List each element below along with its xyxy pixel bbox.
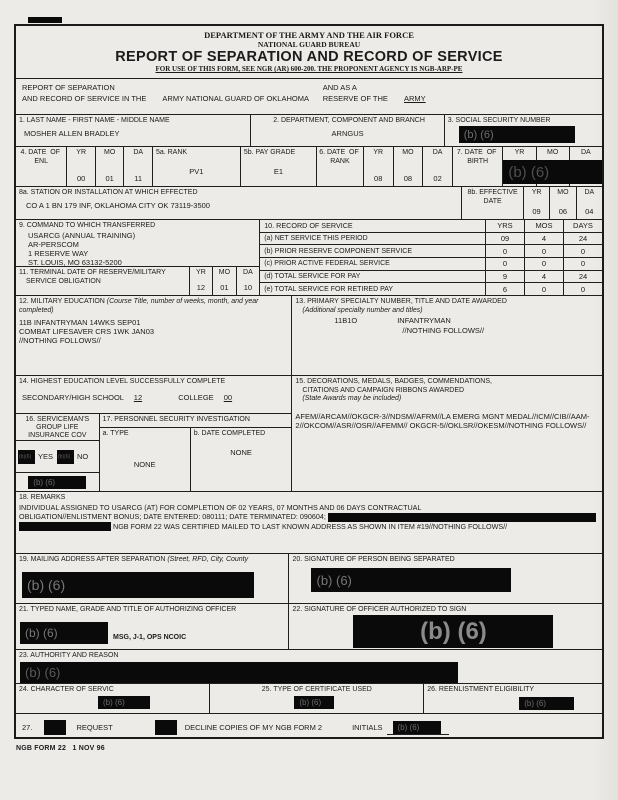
ros-title: 10. RECORD OF SERVICE — [264, 221, 353, 231]
station-label: 8a. STATION OR INSTALLATION AT WHICH EFFECTED — [19, 189, 198, 196]
ros-row-e: (e) TOTAL SERVICE FOR RETIRED PAY 6 0 0 — [260, 282, 602, 295]
birth-yr-col: YR — [514, 149, 525, 156]
rank-label: 5a. RANK — [155, 149, 188, 156]
row-19-20 — [16, 553, 602, 603]
school-label: SECONDARY/HIGH SCHOOL — [22, 392, 124, 402]
birth-mo-col: MO — [536, 147, 569, 186]
form-header — [16, 26, 602, 78]
term-da-col: DA 10 — [236, 267, 260, 295]
birth-da-col: DA — [569, 147, 602, 186]
field-date-of-enl-label — [16, 147, 66, 186]
field-date-of-rank-label — [316, 147, 363, 186]
field-remarks — [16, 491, 602, 553]
intro-right-line2: RESERVE OF THE — [322, 94, 388, 103]
eff-da-col: DA 04 — [576, 187, 602, 219]
form-number-footer — [16, 745, 105, 752]
field-date-of-birth — [502, 147, 602, 186]
date-birth-label: 7. DATE OF BIRTH — [456, 149, 499, 165]
rank-da-col: DA 02 — [422, 147, 452, 186]
field-record-of-service — [259, 220, 602, 295]
psi-date-value: NONE — [230, 448, 252, 457]
field-department — [250, 115, 443, 146]
signature-officer-label: 22. SIGNATURE OF OFFICER AUTHORIZED TO SIGN — [292, 606, 467, 613]
decorations-sublabel: (State Awards may be included) — [302, 395, 402, 402]
field-character-of-service — [16, 684, 209, 713]
scan-artifact-mark — [28, 17, 62, 23]
command-line-4: ST. LOUIS, MO 63132-5200 — [28, 257, 122, 267]
intro-left-line1: REPORT OF SEPARATION — [22, 83, 115, 92]
remarks-label: 18. REMARKS — [19, 494, 66, 501]
ros-col-mos: MOS — [524, 220, 563, 232]
enl-yr-value: 00 — [76, 174, 86, 183]
decorations-value: AFEM//ARCAM//OKGCR-3//NDSM//AFRM//LA EMERG MGNT MEDAL//ICM//CIB//AAM-2//OKCOM//ASR//OSR//AFEMM// OKGCR-5//OKLSR//OKESM//NOTHING FOLLOWS// — [295, 411, 590, 430]
remarks-line-1: INDIVIDUAL ASSIGNED TO USARCG (AT) FOR COMPLETION OF 02 YEARS, 07 MONTHS AND 06 DAYS CONTRACTUAL — [19, 502, 422, 512]
command-line-2: AR-PERSCOM — [28, 239, 79, 249]
initials-line — [387, 721, 449, 735]
enl-da-col: DA 11 — [123, 147, 152, 186]
field-authority-reason — [16, 649, 602, 683]
primary-specialty-sublabel: (Additional specialty number and titles) — [302, 306, 423, 314]
sgli-label-1: 16. SERVICEMAN'S — [25, 416, 90, 423]
row-14-17 — [16, 375, 602, 491]
highest-education-label: 14. HIGHEST EDUCATION LEVEL SUCCESSFULLY COMPLETE — [19, 378, 226, 385]
department-value: ARNGUS — [331, 128, 364, 138]
ros-row-b: (b) PRIOR RESERVE COMPONENT SERVICE 0 0 0 — [260, 244, 602, 257]
specialty-code: 11B1O — [334, 316, 358, 325]
form-number: NGB FORM 22 — [16, 745, 67, 752]
field-military-education — [16, 296, 291, 375]
signature-officer-redaction: (b) (6) — [353, 615, 553, 648]
eff-da-value: 04 — [585, 207, 594, 216]
reserve-branch-value: ARMY — [403, 94, 426, 103]
authority-reason-redaction: (b) (6) — [20, 662, 458, 684]
psi-date — [190, 428, 292, 492]
effective-date-label: 8b. EFFECTIVE DATE — [467, 189, 518, 205]
field-highest-education — [16, 376, 291, 413]
left-9-11 — [16, 220, 259, 295]
enl-da-value: 11 — [134, 174, 143, 183]
field-date-of-enl — [66, 147, 152, 186]
ros-row-c: (c) PRIOR ACTIVE FEDERAL SERVICE 0 0 0 — [260, 257, 602, 270]
ros-header — [260, 220, 602, 232]
row-16-17 — [16, 413, 291, 491]
field-date-of-rank — [363, 147, 452, 186]
field-command-transferred — [16, 220, 259, 266]
sgli-label-3: INSURANCE COV — [28, 432, 87, 439]
term-da-value: 10 — [243, 283, 253, 292]
specialty-line-2: //NOTHING FOLLOWS// — [402, 326, 485, 335]
college-label: COLLEGE — [178, 392, 214, 402]
reenlistment-eligibility-label: 26. REENLISTMENT ELIGIBILITY — [427, 686, 535, 693]
last-name-value: MOSHER ALLEN BRADLEY — [24, 128, 120, 138]
decorations-label-2: CITATIONS AND CAMPAIGN RIBBONS AWARDED — [302, 386, 465, 394]
decorations-label-1: 15. DECORATIONS, MEDALS, BADGES, COMMENDATIONS, — [295, 378, 492, 385]
ssn-redaction: (b) (6) — [459, 126, 575, 143]
field-terminal-date — [16, 266, 259, 295]
field-signature-separated — [288, 554, 602, 603]
command-line-3: 1 RESERVE WAY — [28, 248, 89, 258]
enl-mo-value: 01 — [105, 174, 114, 183]
field-last-name — [16, 115, 250, 146]
military-education-line-2: COMBAT LIFESAVER CRS 1WK JAN03 — [19, 327, 155, 336]
intro-row — [16, 78, 602, 114]
field-certificate-used — [209, 684, 423, 713]
military-education-line-3: //NOTHING FOLLOWS// — [19, 336, 101, 345]
left-14-16-17 — [16, 376, 291, 491]
request-checkbox-redaction — [44, 720, 66, 735]
field-station — [16, 187, 461, 219]
reserve-of — [321, 82, 426, 114]
terminal-date-label-2: SERVICE OBLIGATION — [26, 277, 101, 285]
authorizing-officer-redaction: (b) (6) — [20, 622, 108, 644]
field-copies-request — [16, 713, 602, 741]
signature-separated-label: 20. SIGNATURE OF PERSON BEING SEPARATED — [292, 556, 455, 563]
ros-col-yrs: YRS — [485, 220, 524, 232]
psi-label: 17. PERSONNEL SECURITY INVESTIGATION — [100, 414, 292, 428]
mailing-address-label: 19. MAILING ADDRESS AFTER SEPARATION (Street, RFD, City, County — [19, 556, 249, 563]
command-label: 9. COMMAND TO WHICH TRANSFERRED — [19, 222, 156, 229]
psi-date-label: b. DATE COMPLETED — [193, 429, 266, 437]
specialty-title: INFANTRYMAN — [397, 316, 451, 325]
date-rank-label: 6. DATE OF RANK — [319, 149, 361, 165]
pay-grade-value: E1 — [273, 166, 283, 176]
rank-mo-value: 08 — [403, 174, 413, 183]
psi-type-label: a. TYPE — [102, 429, 129, 437]
term-yr-value: 12 — [196, 283, 206, 292]
field-effective-date-label — [461, 187, 523, 219]
field-security-investigation — [99, 414, 292, 491]
school-value: 12 — [133, 392, 143, 402]
remarks-redaction-2 — [19, 522, 111, 531]
rank-value: PV1 — [189, 166, 204, 176]
intro-left-line2: AND RECORD OF SERVICE IN THE — [22, 94, 147, 103]
field-sgli — [16, 414, 99, 491]
field-reenlistment-eligibility — [423, 684, 602, 713]
bureau-line: NATIONAL GUARD BUREAU — [257, 40, 361, 49]
college-value: 00 — [223, 392, 233, 402]
eff-mo-value: 06 — [558, 207, 568, 216]
character-of-service-label: 24. CHARACTER OF SERVIC — [19, 686, 114, 693]
military-education-label: 12. MILITARY EDUCATION (Course Title, number of weeks, month, and year completed) — [19, 298, 259, 314]
field-authorizing-officer — [16, 604, 288, 649]
eff-yr-col: YR 09 — [524, 187, 549, 219]
rank-mo-col: MO 08 — [393, 147, 423, 186]
form-title: REPORT OF SEPARATION AND RECORD OF SERVICE — [115, 49, 503, 65]
form-edition-date: 1 NOV 96 — [72, 745, 105, 752]
rank-da-value: 02 — [433, 174, 442, 183]
remarks-line-2: OBLIGATION//ENLISTMENT BONUS; DATE ENTERED: 080111; DATE TERMINATED: 090604; — [19, 512, 602, 522]
row-1-2-3 — [16, 114, 602, 146]
field-pay-grade — [240, 147, 316, 186]
last-name-label: 1. LAST NAME - FIRST NAME - MIDDLE NAME — [19, 117, 170, 124]
sgli-options — [16, 440, 99, 472]
field-primary-specialty — [291, 296, 602, 375]
military-education-line-1: 11B INFANTRYMAN 14WKS SEP01 — [19, 318, 141, 327]
initials-redaction: (b) (6) — [393, 721, 441, 734]
request-label: REQUEST — [76, 723, 113, 732]
reenlistment-eligibility-redaction: (b) (6) — [519, 697, 574, 710]
decline-label: DECLINE COPIES OF MY NGB FORM 2 — [184, 723, 323, 732]
field-ssn — [444, 115, 602, 146]
psi-type-value: NONE — [133, 460, 156, 469]
term-mo-col: MO 01 — [212, 267, 236, 295]
date-enl-label: 4. DATE OF ENL — [20, 149, 62, 165]
remarks-redaction-1 — [328, 513, 596, 522]
sgli-amount-redaction: (b) (6) — [28, 476, 86, 489]
authorizing-officer-label: 21. TYPED NAME, GRADE AND TITLE OF AUTHORIZING OFFICER — [19, 606, 237, 613]
eff-yr-value: 09 — [532, 207, 541, 216]
field-signature-officer — [288, 604, 602, 649]
term-mo-value: 01 — [220, 283, 229, 292]
terminal-date-label-1: 11. TERMINAL DATE OF RESERVE/MILITARY — [19, 269, 166, 276]
authorizing-officer-value: MSG, J-1, OPS NCOIC — [113, 634, 187, 641]
field-mailing-address — [16, 554, 288, 603]
row-4-7 — [16, 146, 602, 186]
sgli-yes-label: YES — [38, 452, 54, 461]
enl-yr-col: YR 00 — [67, 147, 95, 186]
row-9-10-11 — [16, 219, 602, 295]
field-decorations — [291, 376, 602, 491]
department-label: 2. DEPARTMENT, COMPONENT AND BRANCH — [273, 117, 425, 124]
item-27-number: 27. — [22, 723, 33, 732]
decline-checkbox-redaction — [155, 720, 177, 735]
eff-mo-col: MO 06 — [549, 187, 575, 219]
pay-grade-label: 5b. PAY GRADE — [243, 149, 296, 156]
sgli-no-label: NO — [77, 452, 89, 461]
sgli-no-checkbox-redaction: (b)(6) — [57, 450, 74, 464]
mailing-address-redaction: (b) (6) — [22, 572, 254, 598]
command-line-1: USARCG (ANNUAL TRAINING) — [28, 230, 136, 240]
state-guard-value: ARMY NATIONAL GUARD OF OKLAHOMA — [162, 94, 309, 103]
birth-date-redaction: (b) (6) — [503, 160, 602, 184]
sgli-amount-row — [16, 472, 99, 491]
signature-separated-redaction: (b) (6) — [311, 568, 511, 592]
row-12-13 — [16, 295, 602, 375]
remarks-line-3: NGB FORM 22 WAS CERTIFIED MAILED TO LAST KNOWN ADDRESS AS SHOWN IN ITEM #19//NOTHING FOLLOWS// — [19, 522, 602, 532]
initials-label: INITIALS — [352, 723, 383, 732]
term-yr-col: YR 12 — [190, 267, 213, 295]
report-of-separation-in — [16, 82, 321, 114]
rank-yr-value: 08 — [374, 174, 383, 183]
ros-row-a: (a) NET SERVICE THIS PERIOD 09 4 24 — [260, 232, 602, 245]
field-rank — [152, 147, 240, 186]
intro-right-line1: AND AS A — [322, 83, 357, 92]
ngb-form-22 — [14, 24, 604, 739]
certificate-used-redaction: (b) (6) — [294, 696, 334, 709]
row-24-25-26 — [16, 683, 602, 713]
psi-type — [100, 428, 190, 492]
ros-row-d: (d) TOTAL SERVICE FOR PAY 9 4 24 — [260, 270, 602, 283]
sgli-label-2: GROUP LIFE — [36, 424, 79, 431]
sgli-yes-checkbox-redaction: (b)(6) — [18, 450, 35, 464]
primary-specialty-label: 13. PRIMARY SPECIALTY NUMBER, TITLE AND DATE AWARDED — [295, 298, 507, 305]
department-line: DEPARTMENT OF THE ARMY AND THE AIR FORCE — [204, 30, 414, 40]
authority-reason-label: 23. AUTHORITY AND REASON — [19, 652, 119, 659]
character-of-service-redaction: (b) (6) — [98, 696, 150, 709]
row-8 — [16, 186, 602, 219]
row-21-22 — [16, 603, 602, 649]
field-effective-date — [523, 187, 602, 219]
ros-col-days: DAYS — [563, 220, 602, 232]
field-date-of-birth-label — [452, 147, 502, 186]
station-value: CO A 1 BN 179 INF, OKLAHOMA CITY OK 73119-3500 — [26, 200, 210, 210]
rank-yr-col: YR 08 — [364, 147, 393, 186]
enl-mo-col: MO 01 — [95, 147, 124, 186]
ssn-label: 3. SOCIAL SECURITY NUMBER — [447, 117, 551, 124]
proponent-line: FOR USE OF THIS FORM, SEE NGR (AR) 600-200. THE PROPONENT AGENCY IS NGB-ARP-PE — [155, 65, 463, 73]
certificate-used-label: 25. TYPE OF CERTIFICATE USED — [261, 686, 372, 693]
